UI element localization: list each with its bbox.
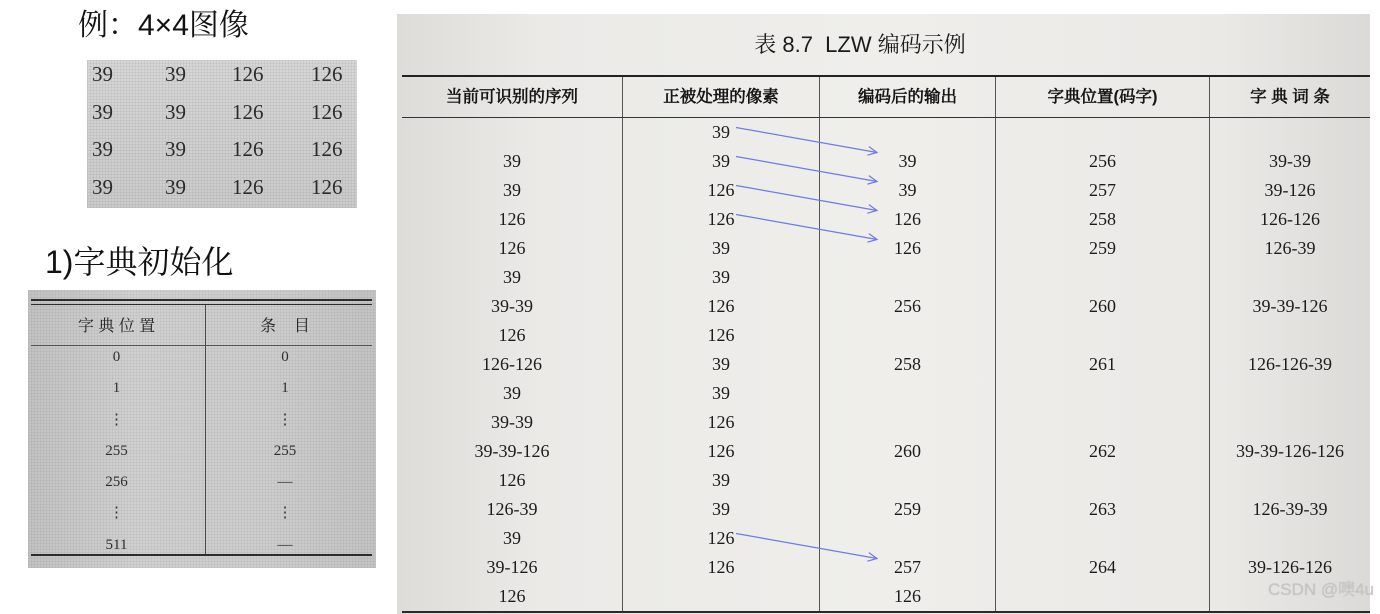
header-pixel-being-processed: 正被处理的像素 (622, 77, 819, 117)
example-image-scan (87, 60, 357, 208)
lzw-table-body (402, 118, 1370, 611)
current-sequence-cell: 126 (498, 238, 526, 258)
encoded-output-cell: 126 (819, 582, 995, 611)
encoded-output-cell: 39 (819, 147, 995, 176)
dictionary-location-cell (995, 524, 1209, 553)
lzw-table-row (402, 466, 1370, 495)
current-sequence-cell: 126 (498, 470, 526, 490)
header-current-sequence: 当前可识别的序列 (446, 88, 578, 106)
pixel-being-processed-cell: 126 (622, 524, 819, 553)
dictionary-location-cell: 263 (995, 495, 1209, 524)
dictionary-position-cell: 511 (105, 536, 128, 553)
encoded-output-cell (819, 263, 995, 292)
lzw-table-row (402, 263, 1370, 292)
current-sequence-cell: 39 (503, 528, 521, 548)
pixel-being-processed-cell: 39 (622, 379, 819, 408)
pixel-value: 39 (92, 174, 113, 199)
pixel-being-processed-cell: 126 (622, 553, 819, 582)
lzw-table-scan (397, 14, 1370, 614)
pixel-being-processed-cell: 39 (622, 234, 819, 263)
pixel-value: 39 (165, 99, 186, 124)
pixel-value: 39 (165, 174, 186, 199)
lzw-table-row (402, 234, 1370, 263)
dictionary-entry-cell: 126-39 (1209, 234, 1370, 263)
encoded-output-cell: 256 (819, 292, 995, 321)
pixel-being-processed-cell: 126 (622, 408, 819, 437)
pixel-being-processed-cell: 39 (622, 263, 819, 292)
dictionary-entry-cell: 39-126 (1209, 176, 1370, 205)
current-sequence-cell: 126-39 (486, 499, 538, 519)
pixel-value: 39 (165, 137, 186, 161)
dictionary-location-cell: 264 (995, 553, 1209, 582)
dictionary-location-cell: 258 (995, 205, 1209, 234)
dictionary-entry-cell: 39-39-126 (1209, 292, 1370, 321)
header-dictionary-entry: 字 典 词 条 (1209, 77, 1370, 117)
dictionary-location-cell: 260 (995, 292, 1209, 321)
pixel-being-processed-cell: 126 (622, 176, 819, 205)
pixel-value: 126 (311, 99, 343, 124)
encoded-output-cell: 259 (819, 495, 995, 524)
lzw-table-row (402, 379, 1370, 408)
pixel-being-processed-cell: 126 (622, 292, 819, 321)
current-sequence-cell: 39 (503, 383, 521, 403)
current-sequence-cell: 126 (498, 325, 526, 345)
lzw-table-row (402, 553, 1370, 582)
header-dictionary-location: 字典位置(码字) (995, 77, 1209, 117)
dictionary-location-cell: 262 (995, 437, 1209, 466)
pixel-value: 126 (232, 137, 264, 161)
dictionary-position-cell: ⋮ (109, 411, 124, 428)
lzw-table-row (402, 292, 1370, 321)
init-table-row (28, 342, 365, 373)
current-sequence-cell: 39-39 (491, 296, 533, 316)
dictionary-location-cell (995, 582, 1209, 611)
current-sequence-cell: 126 (498, 209, 526, 229)
entry-cell: — (277, 474, 293, 491)
lzw-table-row (402, 147, 1370, 176)
current-sequence-cell: 39 (503, 267, 521, 287)
pixel-being-processed-cell: 39 (622, 147, 819, 176)
lzw-table-row (402, 437, 1370, 466)
dictionary-position-cell: ⋮ (109, 505, 124, 522)
image-value-grid (87, 60, 357, 208)
lzw-table-row (402, 582, 1370, 611)
lzw-table-row (402, 350, 1370, 379)
dictionary-entry-cell (1209, 118, 1370, 147)
encoded-output-cell (819, 408, 995, 437)
dictionary-entry-cell: 39-126-126 (1209, 553, 1370, 582)
dictionary-position-cell: 0 (112, 349, 121, 365)
dictionary-position-cell: 255 (105, 442, 128, 459)
entry-cell: 1 (281, 380, 289, 397)
dictionary-position-cell: 256 (105, 474, 128, 491)
entry-cell: 255 (273, 442, 297, 459)
dictionary-location-cell (995, 118, 1209, 147)
encoded-output-cell: 258 (819, 350, 995, 379)
dictionary-entry-cell (1209, 408, 1370, 437)
current-sequence-cell: 39-39 (491, 412, 533, 432)
dictionary-position-cell: 1 (112, 380, 121, 397)
dictionary-location-cell: 257 (995, 176, 1209, 205)
entry-cell: ⋮ (277, 505, 293, 522)
dictionary-entry-cell: 126-126-39 (1209, 350, 1370, 379)
pixel-value: 126 (311, 174, 343, 199)
init-table-row (28, 467, 365, 498)
lzw-table-row (402, 321, 1370, 350)
current-sequence-cell: 39 (503, 180, 521, 200)
init-table-row (28, 405, 365, 436)
lzw-table-row (402, 118, 1370, 147)
pixel-being-processed-cell: 126 (622, 321, 819, 350)
header-dictionary-position: 字 典 位 置 (77, 318, 156, 335)
lzw-table-row (402, 408, 1370, 437)
current-sequence-cell: 39 (503, 151, 521, 171)
dictionary-entry-cell (1209, 466, 1370, 495)
init-table-header (28, 314, 365, 340)
init-table-row (28, 373, 365, 404)
dictionary-location-cell (995, 321, 1209, 350)
encoded-output-cell: 126 (819, 205, 995, 234)
current-sequence-cell: 126 (498, 586, 526, 606)
dictionary-entry-cell (1209, 379, 1370, 408)
dictionary-location-cell (995, 263, 1209, 292)
pixel-value: 126 (232, 174, 264, 199)
table-top-rule (31, 299, 372, 301)
encoded-output-cell (819, 321, 995, 350)
dictionary-entry-cell: 126-126 (1209, 205, 1370, 234)
dictionary-init-table-scan (28, 290, 376, 568)
init-table-row (28, 436, 365, 467)
encoded-output-cell (819, 524, 995, 553)
entry-cell: 0 (281, 349, 289, 365)
current-sequence-cell: 39-39-126 (474, 441, 550, 461)
pixel-being-processed-cell: 39 (622, 466, 819, 495)
pixel-being-processed-cell: 39 (622, 118, 819, 147)
encoded-output-cell: 126 (819, 234, 995, 263)
encoded-output-cell: 257 (819, 553, 995, 582)
current-sequence-cell: 126-126 (482, 354, 542, 374)
encoded-output-cell: 39 (819, 176, 995, 205)
dictionary-location-cell (995, 408, 1209, 437)
dictionary-entry-cell (1209, 321, 1370, 350)
dictionary-entry-cell (1209, 263, 1370, 292)
dictionary-location-cell: 256 (995, 147, 1209, 176)
pixel-value: 126 (311, 62, 343, 86)
header-encoded-output: 编码后的输出 (819, 77, 995, 117)
pixel-value: 39 (92, 99, 113, 124)
encoded-output-cell (819, 118, 995, 147)
lzw-encoding-table (402, 75, 1370, 613)
init-table-row (28, 530, 365, 561)
init-table-rows (28, 342, 365, 561)
pixel-value: 39 (92, 62, 113, 86)
encoded-output-cell (819, 466, 995, 495)
pixel-being-processed-cell: 39 (622, 350, 819, 379)
pixel-being-processed-cell: 126 (622, 437, 819, 466)
dictionary-location-cell (995, 379, 1209, 408)
dictionary-entry-cell: 126-39-39 (1209, 495, 1370, 524)
encoded-output-cell (819, 379, 995, 408)
dictionary-entry-cell: 39-39 (1209, 147, 1370, 176)
pixel-being-processed-cell: 126 (622, 205, 819, 234)
entry-cell: ⋮ (277, 411, 293, 428)
dictionary-entry-cell (1209, 524, 1370, 553)
current-sequence-cell (402, 118, 622, 147)
lzw-table-row (402, 524, 1370, 553)
lzw-table-row (402, 495, 1370, 524)
lzw-table-header (402, 75, 1370, 118)
encoded-output-cell: 260 (819, 437, 995, 466)
pixel-being-processed-cell (622, 582, 819, 611)
example-title: 例：4×4图像 (78, 9, 249, 42)
dictionary-location-cell: 259 (995, 234, 1209, 263)
table-top-rule-thin (31, 304, 372, 305)
section-title: 1)字典初始化 (45, 244, 234, 280)
table-bottom-rule (31, 554, 372, 556)
csdn-watermark: CSDN @噢4u (1267, 580, 1374, 599)
lzw-table-row (402, 205, 1370, 234)
pixel-value: 39 (92, 137, 113, 161)
dictionary-entry-cell: 39-39-126-126 (1209, 437, 1370, 466)
entry-cell: — (277, 536, 293, 553)
pixel-value: 39 (165, 62, 186, 86)
current-sequence-cell: 39-126 (486, 557, 538, 577)
header-entry: 条 目 (260, 318, 310, 335)
pixel-being-processed-cell: 39 (622, 495, 819, 524)
pixel-value: 126 (232, 99, 264, 124)
init-table-row (28, 498, 365, 529)
dictionary-location-cell (995, 466, 1209, 495)
pixel-value: 126 (232, 62, 264, 86)
lzw-table-row (402, 176, 1370, 205)
dictionary-location-cell: 261 (995, 350, 1209, 379)
table-caption: 表 8.7 LZW 编码示例 (754, 32, 966, 57)
pixel-value: 126 (311, 137, 343, 161)
